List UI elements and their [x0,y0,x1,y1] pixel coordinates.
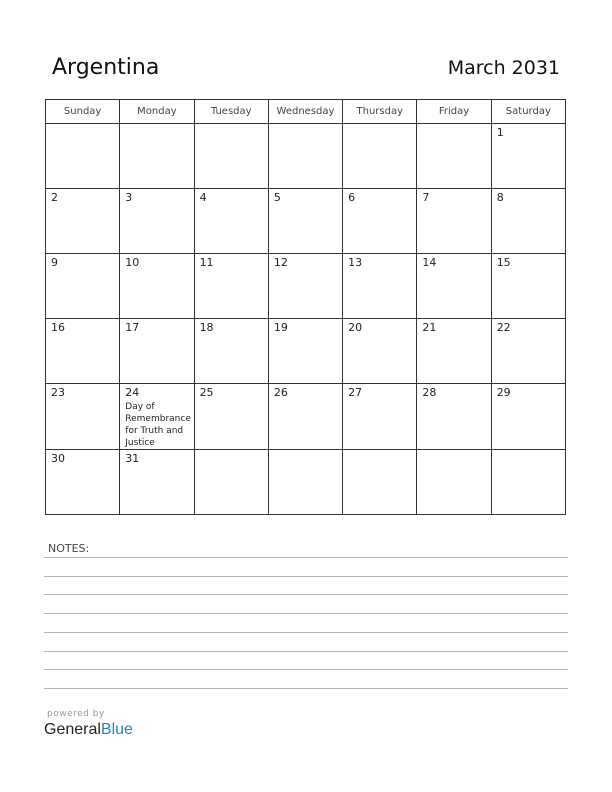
day-cell[interactable] [491,124,565,189]
day-number [46,124,119,126]
day-number: 6 [348,191,356,204]
day-number: 19 [273,321,288,334]
day-number: 31 [125,452,140,465]
brand-blue: Blue [100,721,133,738]
day-cell[interactable] [343,254,417,319]
month-year-title: March 2031 [447,57,560,79]
day-number: 15 [496,256,511,269]
day-number [269,450,342,452]
day-number: 27 [348,386,363,399]
day-cell[interactable] [343,189,417,254]
day-cell[interactable] [46,189,120,254]
note-line [44,576,568,577]
week-row [46,384,566,450]
day-cell[interactable] [120,189,194,254]
weekday-friday: Friday [417,100,491,124]
day-number: 12 [273,256,288,269]
week-row [46,319,566,384]
day-cell[interactable] [417,450,491,515]
weekday-sunday: Sunday [46,100,120,124]
day-number: 3 [125,191,133,204]
day-number: 29 [496,386,511,399]
day-number: 7 [422,191,430,204]
week-row [46,189,566,254]
day-number [195,450,268,452]
day-number: 13 [348,256,363,269]
day-cell[interactable] [194,254,268,319]
weekday-thursday: Thursday [343,100,417,124]
day-number: 1 [496,126,504,139]
powered-by-text: powered by [47,709,105,719]
day-cell[interactable] [417,254,491,319]
day-number: 20 [348,321,363,334]
note-line [44,669,568,670]
country-title: Argentina [52,55,160,80]
day-cell[interactable] [120,384,194,450]
day-number: 2 [51,191,58,204]
day-number: 22 [496,321,511,334]
day-cell[interactable] [268,254,342,319]
weekday-header-row [46,100,566,124]
day-number: 4 [199,191,207,204]
weekday-saturday: Saturday [491,100,565,124]
week-row [46,124,566,189]
note-line [44,613,568,614]
day-number: 24 [125,386,140,399]
day-number [343,124,416,126]
day-cell[interactable] [268,124,342,189]
day-number: 23 [51,386,65,399]
day-number [343,450,416,452]
day-cell[interactable] [268,450,342,515]
day-number: 9 [51,256,58,269]
day-cell[interactable] [268,189,342,254]
day-cell[interactable] [194,124,268,189]
note-line [44,632,568,633]
day-number [120,124,193,126]
week-row [46,450,566,515]
weekday-monday: Monday [120,100,194,124]
day-cell[interactable] [120,124,194,189]
day-cell[interactable] [417,124,491,189]
generalblue-logo[interactable] [44,721,133,739]
day-number: 10 [125,256,140,269]
day-number [195,124,268,126]
day-number [417,124,490,126]
day-number: 30 [51,452,65,465]
day-cell[interactable] [491,450,565,515]
day-cell[interactable] [46,254,120,319]
day-number: 28 [422,386,437,399]
day-cell[interactable] [46,384,120,450]
day-number [269,124,342,126]
day-cell[interactable] [46,450,120,515]
note-line [44,594,568,595]
calendar-grid [45,99,566,515]
day-cell[interactable] [268,319,342,384]
day-number: 5 [273,191,281,204]
week-row [46,254,566,319]
day-cell[interactable] [343,319,417,384]
day-cell[interactable] [194,384,268,450]
day-cell[interactable] [491,319,565,384]
note-line [44,557,568,558]
day-cell[interactable] [194,450,268,515]
day-cell[interactable] [46,124,120,189]
weekday-tuesday: Tuesday [194,100,268,124]
day-number: 18 [199,321,214,334]
day-cell[interactable] [491,189,565,254]
holiday-label: Day of Remembrance for Truth and Justice [125,402,191,448]
day-number: 21 [422,321,437,334]
day-number: 17 [125,321,140,334]
day-cell[interactable] [194,319,268,384]
day-cell[interactable] [120,319,194,384]
day-cell[interactable] [46,319,120,384]
note-line [44,688,568,689]
day-number: 25 [199,386,214,399]
note-line [44,651,568,652]
day-number: 8 [496,191,504,204]
brand-general: General [44,721,101,738]
day-number: 16 [51,321,65,334]
weekday-wednesday: Wednesday [268,100,342,124]
day-cell[interactable] [194,189,268,254]
day-number: 14 [422,256,437,269]
day-cell[interactable] [491,254,565,319]
day-cell[interactable] [491,384,565,450]
day-cell[interactable] [417,319,491,384]
day-cell[interactable] [120,254,194,319]
day-cell[interactable] [343,124,417,189]
day-cell[interactable] [268,384,342,450]
day-cell[interactable] [120,450,194,515]
day-cell[interactable] [417,384,491,450]
day-number [492,450,565,452]
day-cell[interactable] [417,189,491,254]
notes-label: NOTES: [48,542,90,555]
day-number [417,450,490,452]
day-cell[interactable] [343,450,417,515]
day-number: 11 [199,256,214,269]
day-cell[interactable] [343,384,417,450]
day-number: 26 [273,386,288,399]
